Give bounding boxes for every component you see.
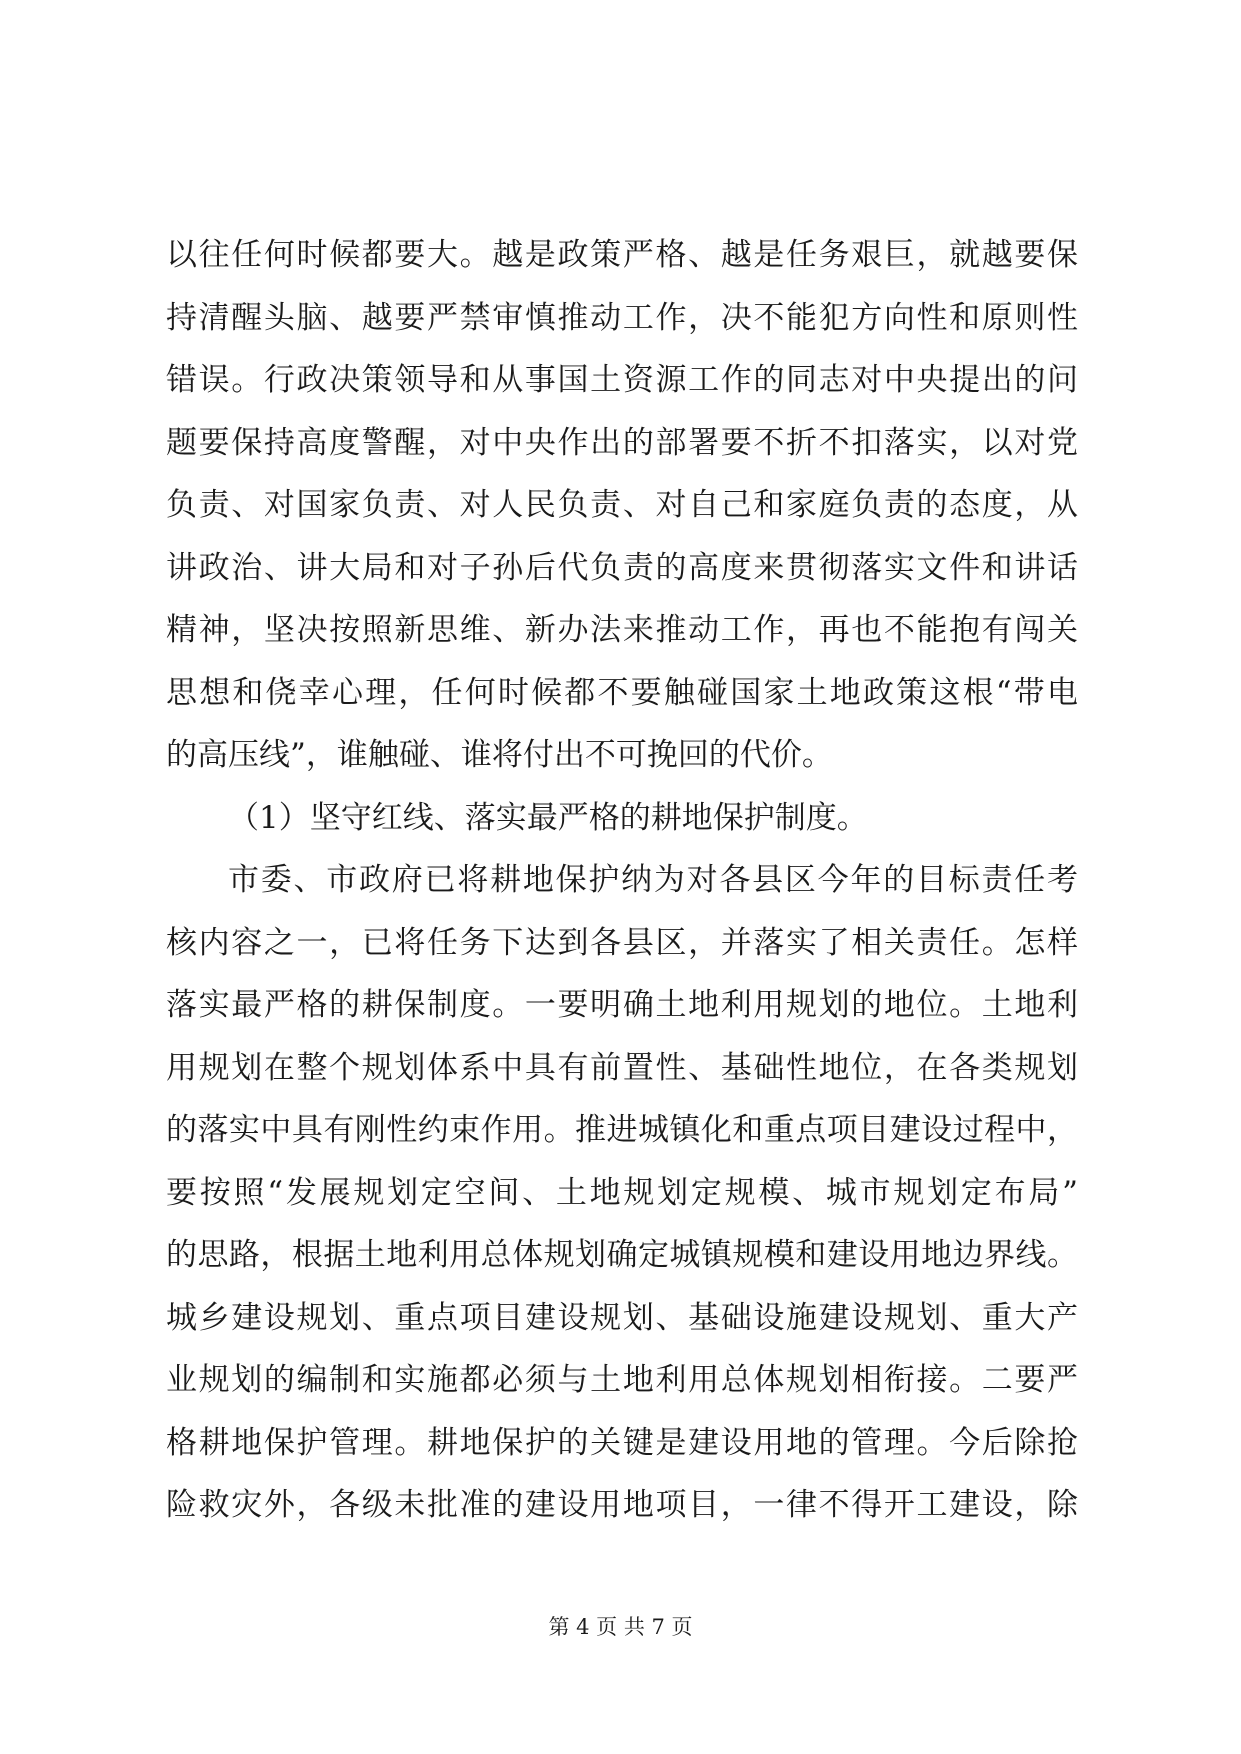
text-line: 负责、对国家负责、对人民负责、对自己和家庭负责的态度，从 xyxy=(166,487,1078,523)
paragraph-first-line: 市委、市政府已将耕地保护纳为对各县区今年的目标责任考 xyxy=(228,862,1078,898)
text-line: 格耕地保护管理。耕地保护的关键是建设用地的管理。今后除抢 xyxy=(166,1424,1078,1461)
text-line: 题要保持高度警醒，对中央作出的部署要不折不扣落实，以对党 xyxy=(166,424,1078,461)
text-line: 要按照“发展规划定空间、土地规划定规模、城市规划定布局” xyxy=(166,1174,1078,1211)
text-line: 以往任何时候都要大。越是政策严格、越是任务艰巨，就越要保 xyxy=(166,237,1078,273)
text-line: 业规划的编制和实施都必须与土地利用总体规划相衔接。二要严 xyxy=(166,1362,1078,1398)
text-line: 落实最严格的耕保制度。一要明确土地利用规划的地位。土地利 xyxy=(166,987,1078,1023)
text-line: 的高压线”，谁触碰、谁将付出不可挽回的代价。 xyxy=(166,737,833,773)
text-line: 城乡建设规划、重点项目建设规划、基础设施建设规划、重大产 xyxy=(166,1299,1078,1336)
text-line: 的落实中具有刚性约束作用。推进城镇化和重点项目建设过程中， xyxy=(166,1112,1078,1148)
text-line: 的思路，根据土地利用总体规划确定城镇规模和建设用地边界线。 xyxy=(166,1237,1078,1273)
text-line: 用规划在整个规划体系中具有前置性、基础性地位，在各类规划 xyxy=(166,1049,1078,1086)
section-heading: （1）坚守红线、落实最严格的耕地保护制度。 xyxy=(228,799,868,836)
text-line: 精神，坚决按照新思维、新办法来推动工作，再也不能抱有闯关 xyxy=(166,612,1078,648)
document-body xyxy=(166,224,1078,1537)
text-line: 险救灾外，各级未批准的建设用地项目，一律不得开工建设，除 xyxy=(166,1487,1078,1523)
text-line: 核内容之一，已将任务下达到各县区，并落实了相关责任。怎样 xyxy=(166,924,1078,961)
page-number: 第 4 页 共 7 页 xyxy=(548,1615,693,1639)
text-line: 讲政治、讲大局和对子孙后代负责的高度来贯彻落实文件和讲话 xyxy=(166,549,1078,586)
text-line: 持清醒头脑、越要严禁审慎推动工作，决不能犯方向性和原则性 xyxy=(166,299,1078,336)
text-line: 错误。行政决策领导和从事国土资源工作的同志对中央提出的问 xyxy=(166,362,1078,398)
text-line: 思想和侥幸心理，任何时候都不要触碰国家土地政策这根“带电 xyxy=(166,674,1078,711)
